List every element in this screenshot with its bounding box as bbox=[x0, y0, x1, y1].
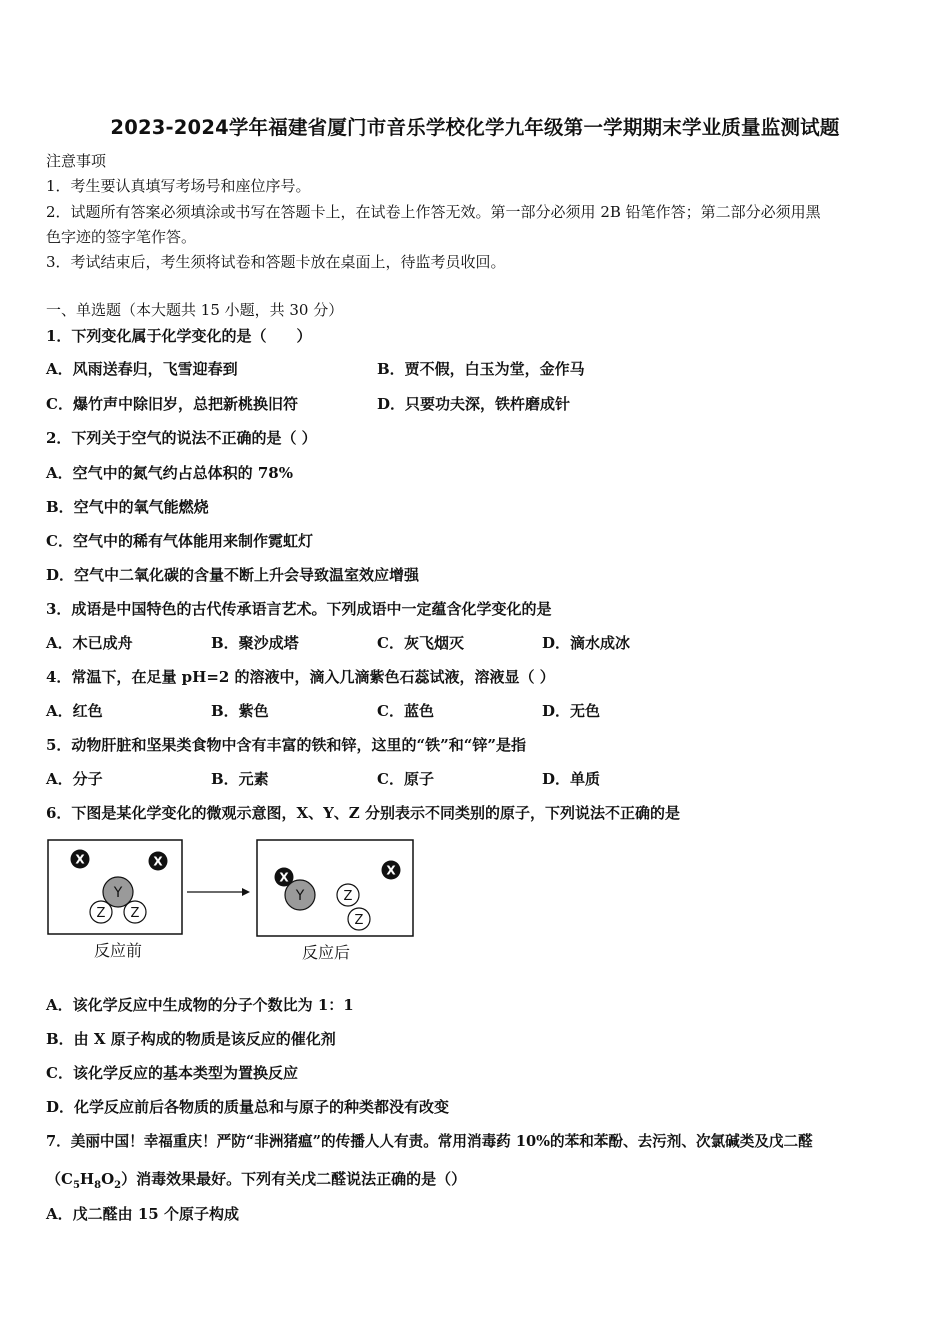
q5-option-a: A．分子 bbox=[46, 770, 103, 788]
after-atom-x-2-label: X bbox=[386, 863, 396, 878]
page-title: 2023-2024学年福建省厦门市音乐学校化学九年级第一学期期末学业质量监测试题 bbox=[110, 116, 840, 139]
q2-option-d: D．空气中二氧化碳的含量不断上升会导致温室效应增强 bbox=[46, 566, 420, 584]
q7-formula-o-count: 2 bbox=[114, 1180, 122, 1191]
q3-stem: 3．成语是中国特色的古代传承语言艺术。下列成语中一定蕴含化学变化的是 bbox=[46, 600, 552, 618]
before-atom-x-2-label: X bbox=[153, 854, 163, 869]
q7-formula-open: （C bbox=[46, 1170, 73, 1188]
q5-option-c: C．原子 bbox=[377, 770, 434, 788]
q6-option-d: D．化学反应前后各物质的质量总和与原子的种类都没有改变 bbox=[46, 1098, 450, 1116]
before-atom-z-1-label: Z bbox=[96, 906, 106, 921]
q7-formula-c-count: 5 bbox=[72, 1180, 80, 1191]
after-atom-z-2-label: Z bbox=[354, 913, 364, 928]
q4-option-d: D．无色 bbox=[542, 702, 601, 720]
q5-option-b: B．元素 bbox=[211, 770, 269, 788]
q7-stem-line1: 7．美丽中国！幸福重庆！严防“非洲猪瘟”的传播人人有责。常用消毒药 10%的苯和苯酚、去污剂、次氯碱类及戊二醛 bbox=[46, 1133, 813, 1150]
q6-stem: 6．下图是某化学变化的微观示意图，X、Y、Z 分别表示不同类别的原子，下列说法不正确的是 bbox=[46, 804, 680, 822]
notice-item-1: 1．考生要认真填写考场号和座位序号。 bbox=[46, 177, 311, 195]
after-atom-y-label: Y bbox=[295, 888, 305, 904]
q1-option-a: A．风雨送春归，飞雪迎春到 bbox=[46, 360, 238, 378]
q2-option-b: B．空气中的氧气能燃烧 bbox=[46, 498, 209, 516]
q3-option-c: C．灰飞烟灭 bbox=[377, 634, 464, 652]
notice-item-3: 3．考试结束后，考生须将试卷和答题卡放在桌面上，待监考员收回。 bbox=[46, 253, 506, 271]
q6-option-a: A．该化学反应中生成物的分子个数比为 1：1 bbox=[46, 996, 354, 1014]
after-label: 反应后 bbox=[302, 943, 351, 962]
q4-option-b: B．紫色 bbox=[211, 702, 269, 720]
before-atom-z-2-label: Z bbox=[130, 906, 140, 921]
after-box bbox=[257, 840, 413, 936]
q2-option-c: C．空气中的稀有气体能用来制作霓虹灯 bbox=[46, 532, 313, 550]
q4-option-a: A．红色 bbox=[46, 702, 103, 720]
after-atom-x-1-label: X bbox=[279, 870, 289, 885]
notice-item-2-cont: 色字迹的签字笔作答。 bbox=[46, 228, 197, 246]
q4-stem: 4．常温下，在足量 pH=2 的溶液中，滴入几滴紫色石蕊试液，溶液显（ ） bbox=[46, 668, 555, 686]
q6-option-b: B．由 X 原子构成的物质是该反应的催化剂 bbox=[46, 1030, 336, 1048]
notice-heading: 注意事项 bbox=[46, 152, 107, 170]
q7-formula-h-count: 8 bbox=[94, 1180, 102, 1191]
after-atom-z-1-label: Z bbox=[343, 889, 353, 904]
q3-option-b: B．聚沙成塔 bbox=[211, 634, 299, 652]
q2-stem: 2．下列关于空气的说法不正确的是（ ） bbox=[46, 429, 317, 447]
q1-option-c: C．爆竹声中除旧岁，总把新桃换旧符 bbox=[46, 395, 298, 413]
q1-option-d: D．只要功夫深，铁杵磨成针 bbox=[377, 395, 571, 413]
q5-option-d: D．单质 bbox=[542, 770, 601, 788]
q5-stem: 5．动物肝脏和坚果类食物中含有丰富的铁和锌，这里的“铁”和“锌”是指 bbox=[46, 736, 526, 754]
q7-formula-h: H bbox=[79, 1170, 95, 1188]
q7-stem-line2-rest: ）消毒效果最好。下列有关戊二醛说法正确的是（） bbox=[121, 1170, 467, 1188]
q7-stem-line2 bbox=[46, 1169, 466, 1196]
before-atom-y-label: Y bbox=[113, 885, 123, 901]
q1-option-b: B．贾不假，白玉为堂，金作马 bbox=[377, 360, 585, 378]
q7-option-a: A．戊二醛由 15 个原子构成 bbox=[46, 1205, 239, 1223]
reaction-arrow-head bbox=[242, 888, 250, 896]
before-label: 反应前 bbox=[94, 941, 143, 960]
reaction-diagram bbox=[44, 836, 424, 966]
q2-option-a: A．空气中的氮气约占总体积的 78% bbox=[46, 464, 293, 482]
notice-item-2: 2．试题所有答案必须填涂或书写在答题卡上，在试卷上作答无效。第一部分必须用 2B 铅笔作答；第二部分必须用黑 bbox=[46, 203, 821, 221]
before-atom-x-1-label: X bbox=[75, 852, 85, 867]
q3-option-a: A．木已成舟 bbox=[46, 634, 133, 652]
q4-option-c: C．蓝色 bbox=[377, 702, 434, 720]
q7-formula-o: O bbox=[101, 1170, 115, 1188]
q6-option-c: C．该化学反应的基本类型为置换反应 bbox=[46, 1064, 298, 1082]
section-heading: 一、单选题（本大题共 15 小题，共 30 分） bbox=[46, 301, 344, 319]
q1-stem: 1．下列变化属于化学变化的是（ ） bbox=[46, 327, 312, 345]
q3-option-d: D．滴水成冰 bbox=[542, 634, 631, 652]
